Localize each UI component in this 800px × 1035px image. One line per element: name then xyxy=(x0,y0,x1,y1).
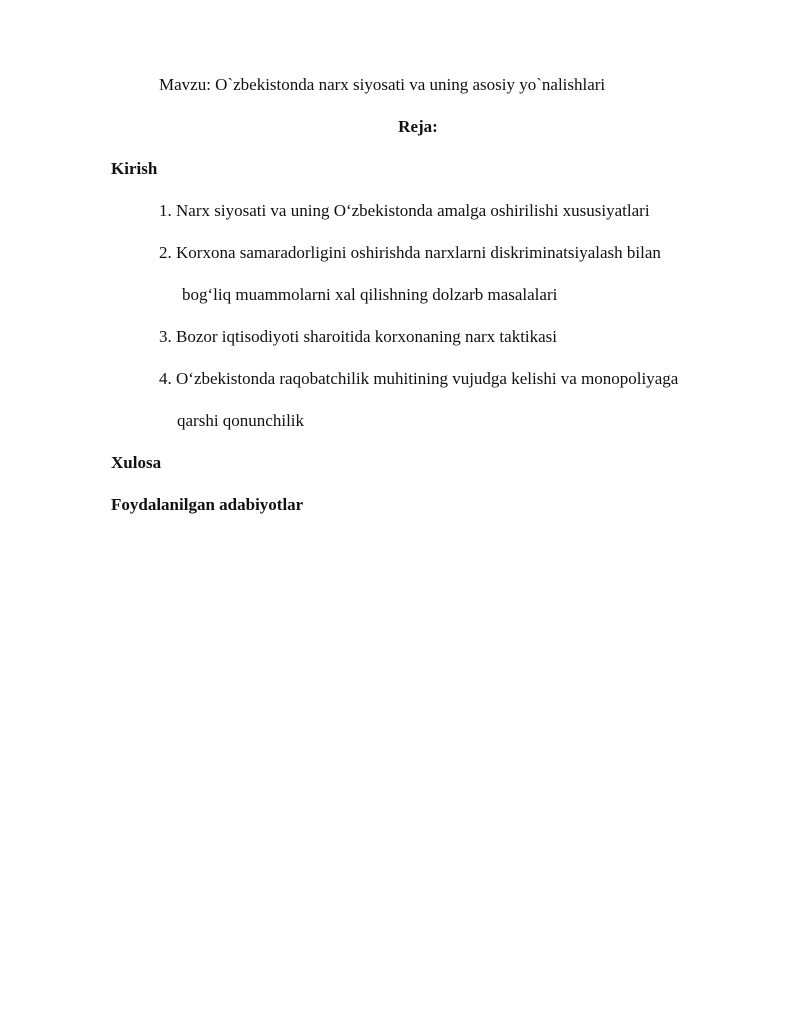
intro-heading: Kirish xyxy=(111,159,158,178)
references-heading: Foydalanilgan adabiyotlar xyxy=(111,495,304,514)
plan-item-2-continuation: bog‘liq muammolarni xal qilishning dolzarb masalalari xyxy=(182,285,558,304)
subject-line: Mavzu: O`zbekistonda narx siyosati va uning asosiy yo`nalishlari xyxy=(159,75,606,94)
plan-item-1: 1. Narx siyosati va uning O‘zbekistonda amalga oshirilishi xususiyatlari xyxy=(159,201,650,220)
plan-title: Reja: xyxy=(398,117,438,136)
conclusion-heading: Xulosa xyxy=(111,453,162,472)
plan-item-2: 2. Korxona samaradorligini oshirishda narxlarni diskriminatsiyalash bilan xyxy=(159,243,661,262)
plan-item-3: 3. Bozor iqtisodiyoti sharoitida korxonaning narx taktikasi xyxy=(159,327,558,346)
plan-item-4-continuation: qarshi qonunchilik xyxy=(177,411,305,430)
plan-item-4: 4. O‘zbekistonda raqobatchilik muhitining vujudga kelishi va monopoliyaga xyxy=(159,369,679,388)
